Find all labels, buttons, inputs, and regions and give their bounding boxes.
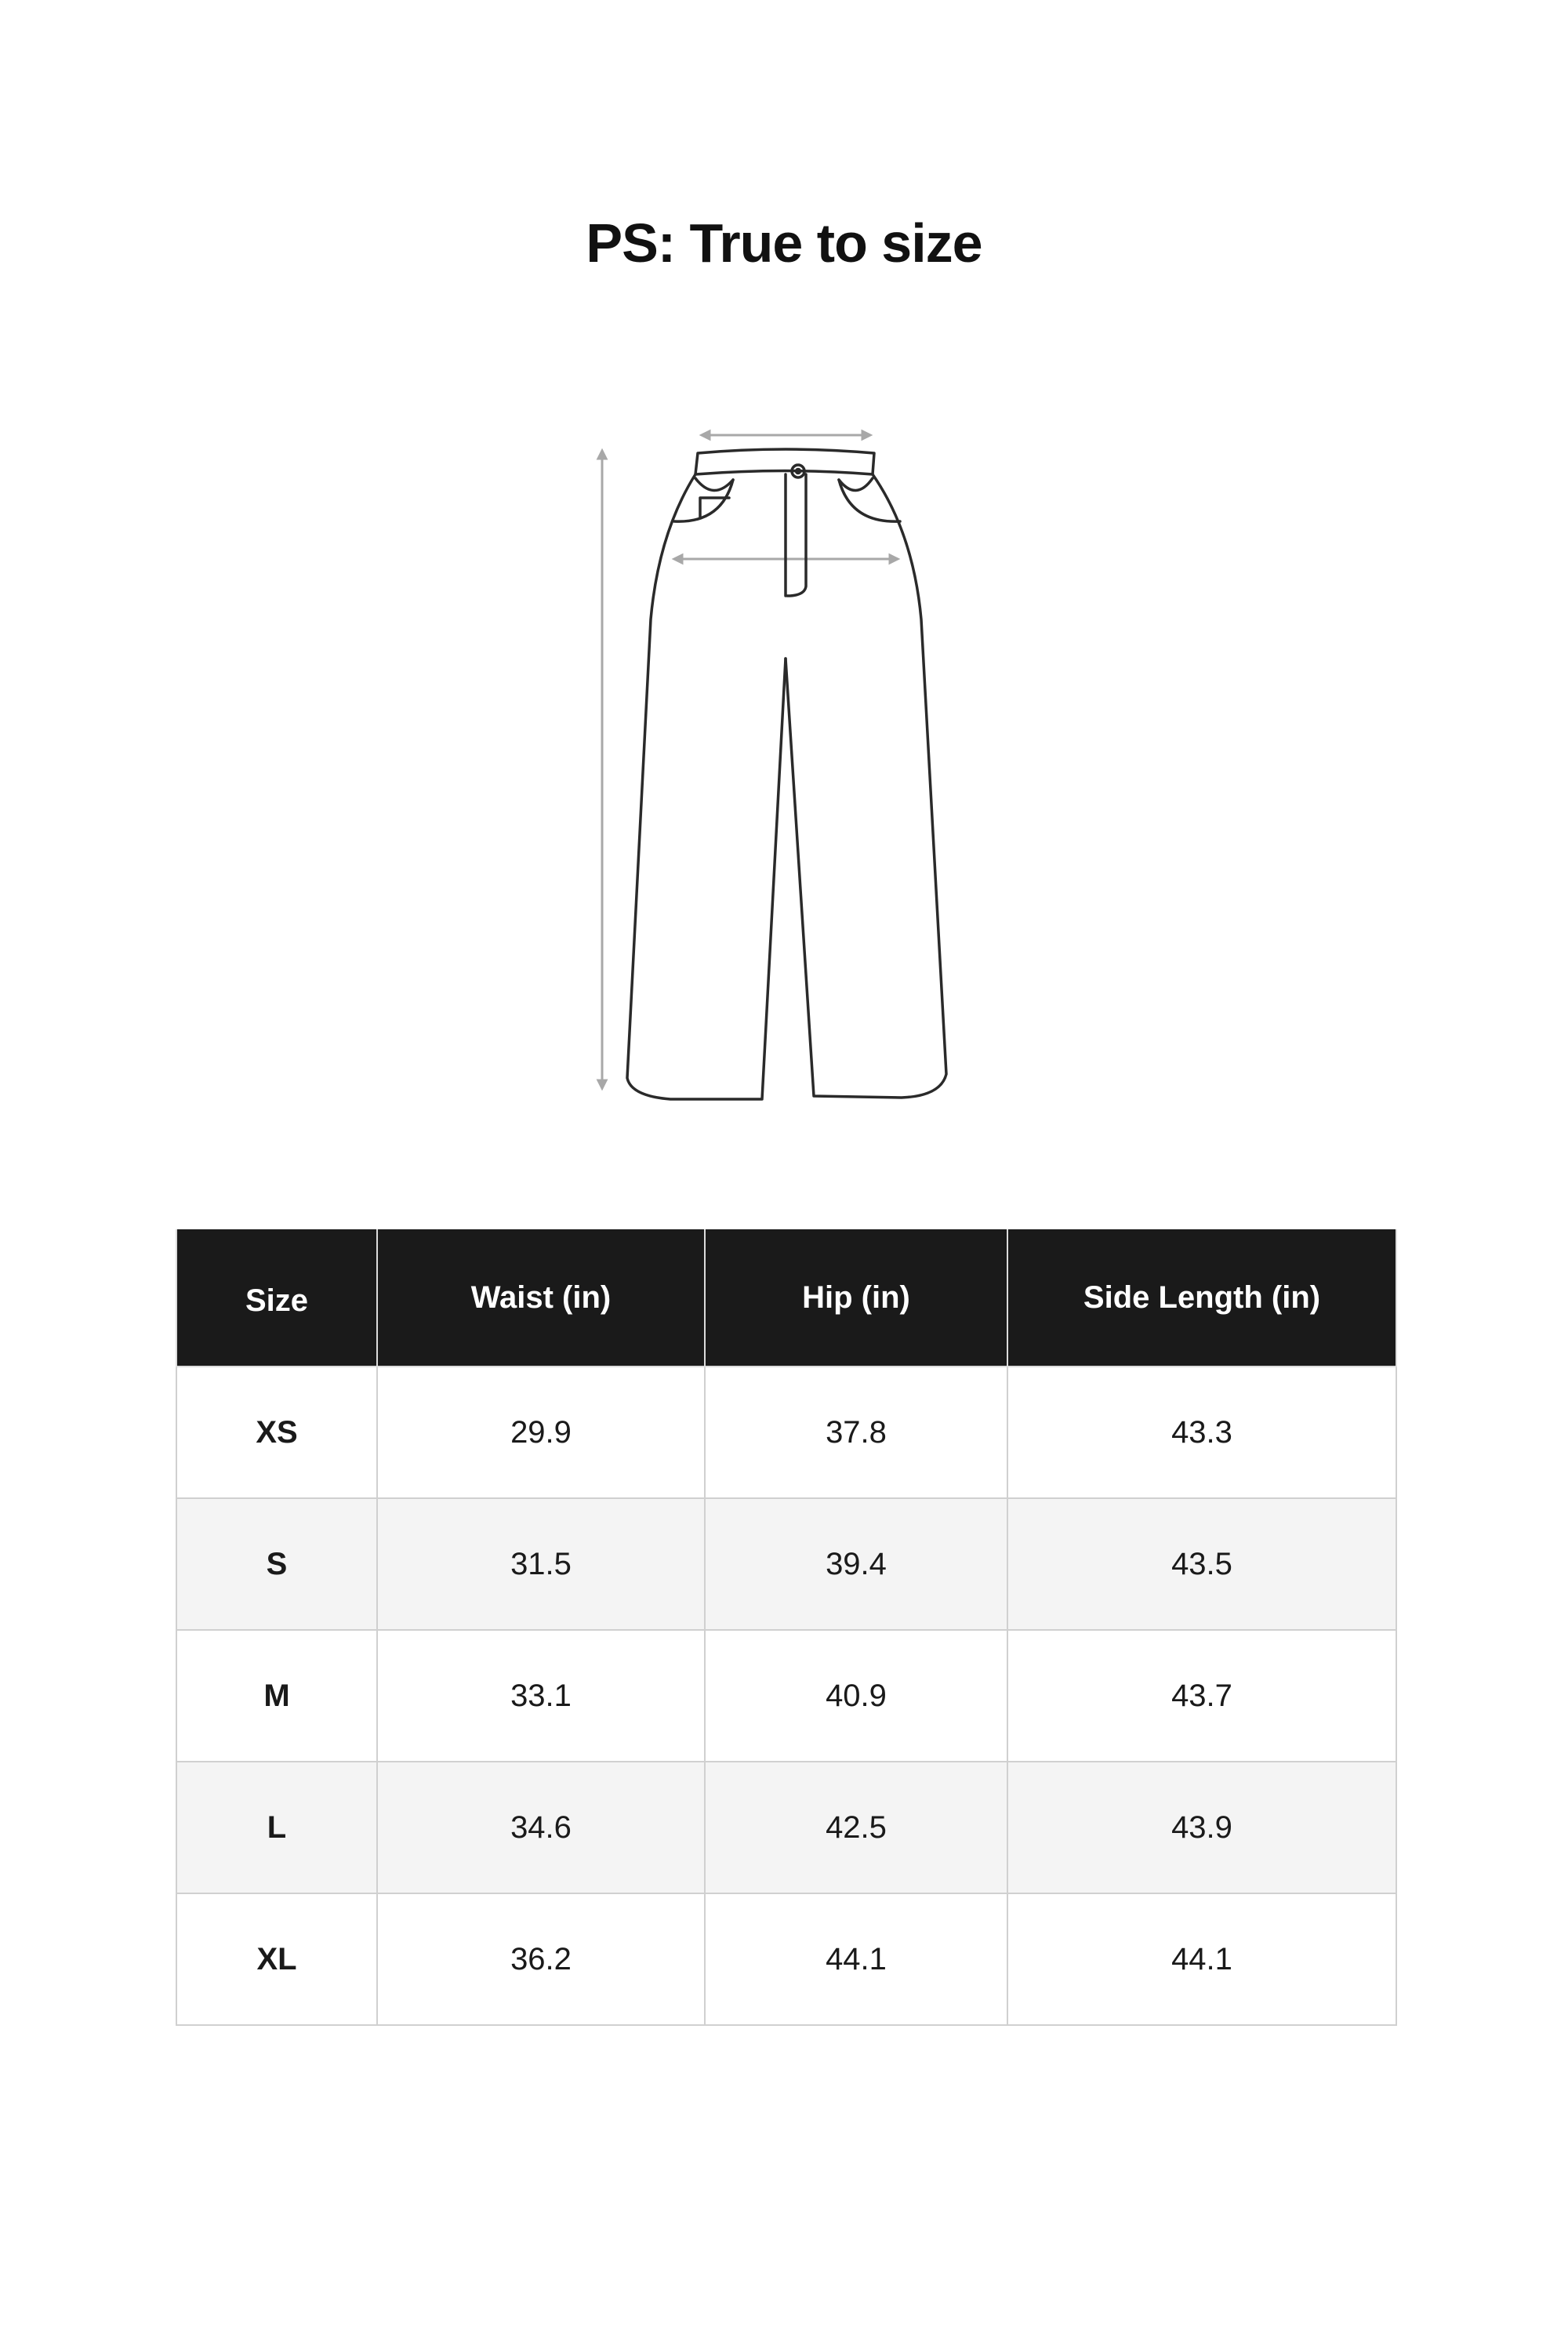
- side-length-cell: 43.5: [1007, 1498, 1396, 1630]
- hip-cell: 39.4: [705, 1498, 1007, 1630]
- size-cell: S: [176, 1498, 377, 1630]
- side-length-cell: 44.1: [1007, 1893, 1396, 2025]
- header-waist: Waist (in): [377, 1229, 705, 1367]
- header-hip: Hip (in): [705, 1229, 1007, 1367]
- waist-cell: 36.2: [377, 1893, 705, 2025]
- header-side-length: Side Length (in): [1007, 1229, 1396, 1367]
- header-size: Size: [176, 1229, 377, 1367]
- pants-outline: [627, 449, 946, 1099]
- hip-cell: 40.9: [705, 1630, 1007, 1762]
- size-chart-table: [176, 1229, 1397, 2026]
- hip-cell: 44.1: [705, 1893, 1007, 2025]
- table-header-row: [176, 1229, 1396, 1367]
- waist-cell: 34.6: [377, 1762, 705, 1893]
- size-cell: XL: [176, 1893, 377, 2025]
- table-row: [176, 1630, 1396, 1762]
- side-length-cell: 43.3: [1007, 1367, 1396, 1498]
- table-row: [176, 1762, 1396, 1893]
- hip-cell: 37.8: [705, 1367, 1007, 1498]
- table-row: [176, 1893, 1396, 2025]
- size-cell: M: [176, 1630, 377, 1762]
- table-row: [176, 1367, 1396, 1498]
- hip-cell: 42.5: [705, 1762, 1007, 1893]
- size-cell: XS: [176, 1367, 377, 1498]
- waist-cell: 33.1: [377, 1630, 705, 1762]
- side-length-cell: 43.7: [1007, 1630, 1396, 1762]
- page-title: PS: True to size: [586, 212, 982, 274]
- size-cell: L: [176, 1762, 377, 1893]
- waist-cell: 31.5: [377, 1498, 705, 1630]
- side-length-cell: 43.9: [1007, 1762, 1396, 1893]
- table-row: [176, 1498, 1396, 1630]
- pants-diagram-icon: [580, 423, 972, 1113]
- waist-cell: 29.9: [377, 1367, 705, 1498]
